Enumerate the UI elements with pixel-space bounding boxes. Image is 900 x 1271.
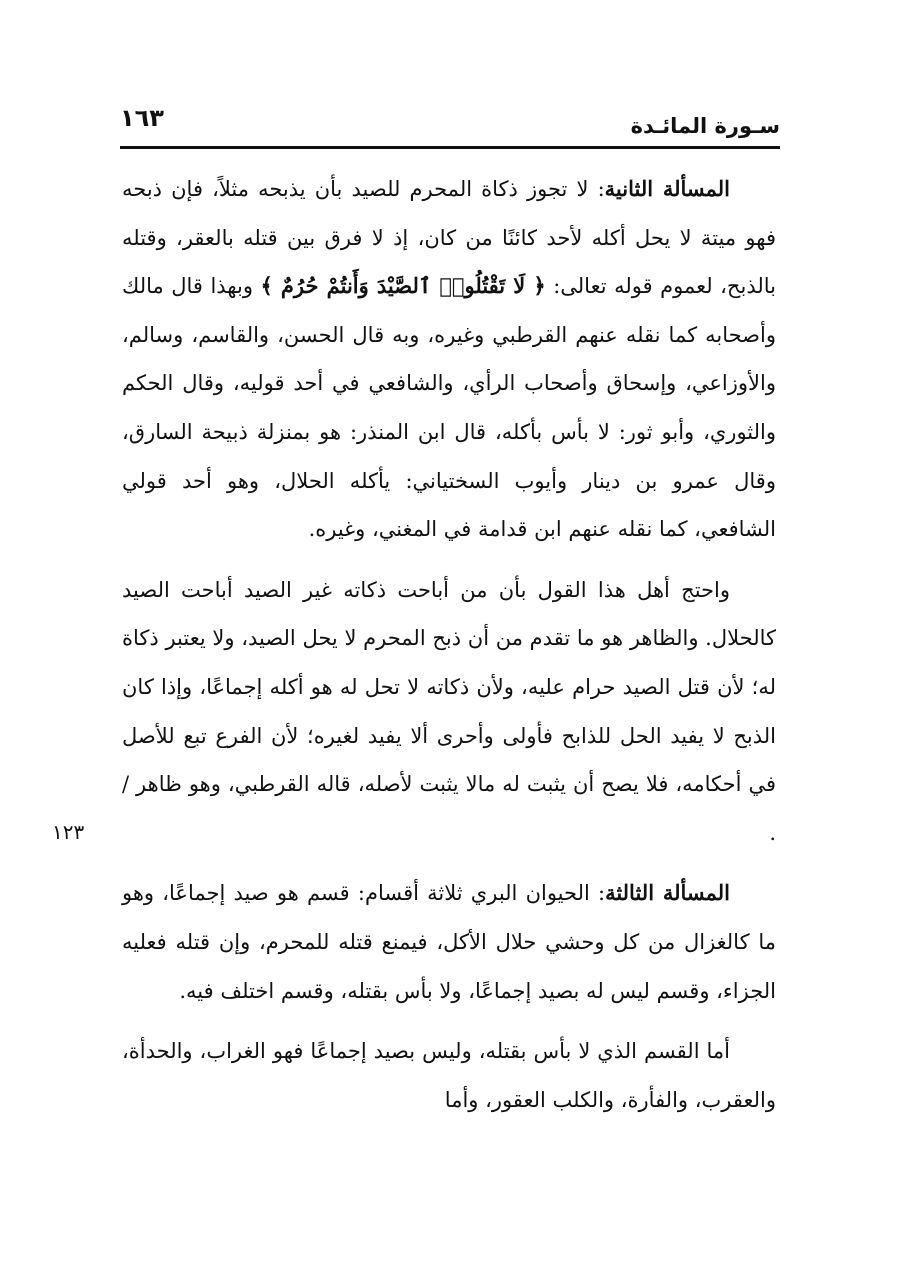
quran-verse: ﴿ لَا تَقْتُلُوا۟ ٱلصَّيْدَ وَأَنتُمْ حُرُمٌ ﴾: [260, 273, 546, 299]
margin-page-reference: ١٢٣: [52, 820, 85, 844]
page-header: [120, 104, 780, 146]
paragraph-text: : لا تجوز ذكاة المحرم للصيد بأن يذبحه مثلاً، فإن ذبحه فهو ميتة لا يحل أكله لأحد كائنًا من كان، إذ لا فرق بين قتله بالعقر، وقتله بالذبح، لعموم قوله تعالى:: [122, 177, 776, 299]
page-number: ١٦٣: [120, 104, 164, 132]
paragraph-text-continued: وبهذا قال مالك وأصحابه كما نقله عنهم القرطبي وغيره، وبه قال الحسن، والقاسم، وسالم، والأوزاعي، وإسحاق وأصحاب الرأي، والشافعي في أحد قوليه، وقال الحكم والثوري، وأبو ثور: لا بأس بأكله، قال ابن المنذر: هو بمنزلة ذبيحة السارق، وقال عمرو بن دينار وأيوب السختياني: يأكله الحلال، وهو أحد قولي الشافعي، كما نقله عنهم ابن قدامة في المغني، وغيره.: [122, 274, 776, 542]
paragraph-term: المسألة الثالثة: [605, 880, 731, 906]
paragraph-1: [122, 165, 776, 554]
paragraph-text: واحتج أهل هذا القول بأن من أباحت ذكاته غير الصيد أباحت الصيد كالحلال. والظاهر هو ما تقدم من أن ذبح المحرم لا يحل الصيد، ولا يعتبر ذكاة له؛ لأن قتل الصيد حرام عليه، ولأن ذكاته لا تحل له هو أكله إجماعًا، وإذا كان الذبح لا يفيد الحل للذابح فأولى وأحرى ألا يفيد لغيره؛ لأن الفرع تبع للأصل في أحكامه، فلا يصح أن يثبت له مالا يثبت لأصله، قاله القرطبي، وهو ظاهر / .: [122, 577, 776, 845]
paragraph-text: أما القسم الذي لا بأس بقتله، وليس بصيد إجماعًا فهو الغراب، والحدأة، والعقرب، والفأرة، والكلب العقور، وأما: [122, 1039, 776, 1112]
header-rule: [120, 146, 780, 149]
paragraph-2: [122, 566, 776, 858]
body-text: [122, 165, 776, 1124]
chapter-title: سـورة المائـدة: [630, 114, 780, 138]
paragraph-3: [122, 869, 776, 1015]
paragraph-term: المسألة الثانية: [604, 176, 730, 201]
paragraph-text: : الحيوان البري ثلاثة أقسام: قسم هو صيد إجماعًا، وهو ما كالغزال من كل وحشي حلال الأكل، فيمنع قتله للمحرم، وإن قتله فعليه الجزاء، وقسم ليس له بصيد إجماعًا، ولا بأس بقتله، وقسم اختلف فيه.: [122, 881, 776, 1003]
paragraph-4: [122, 1027, 776, 1124]
